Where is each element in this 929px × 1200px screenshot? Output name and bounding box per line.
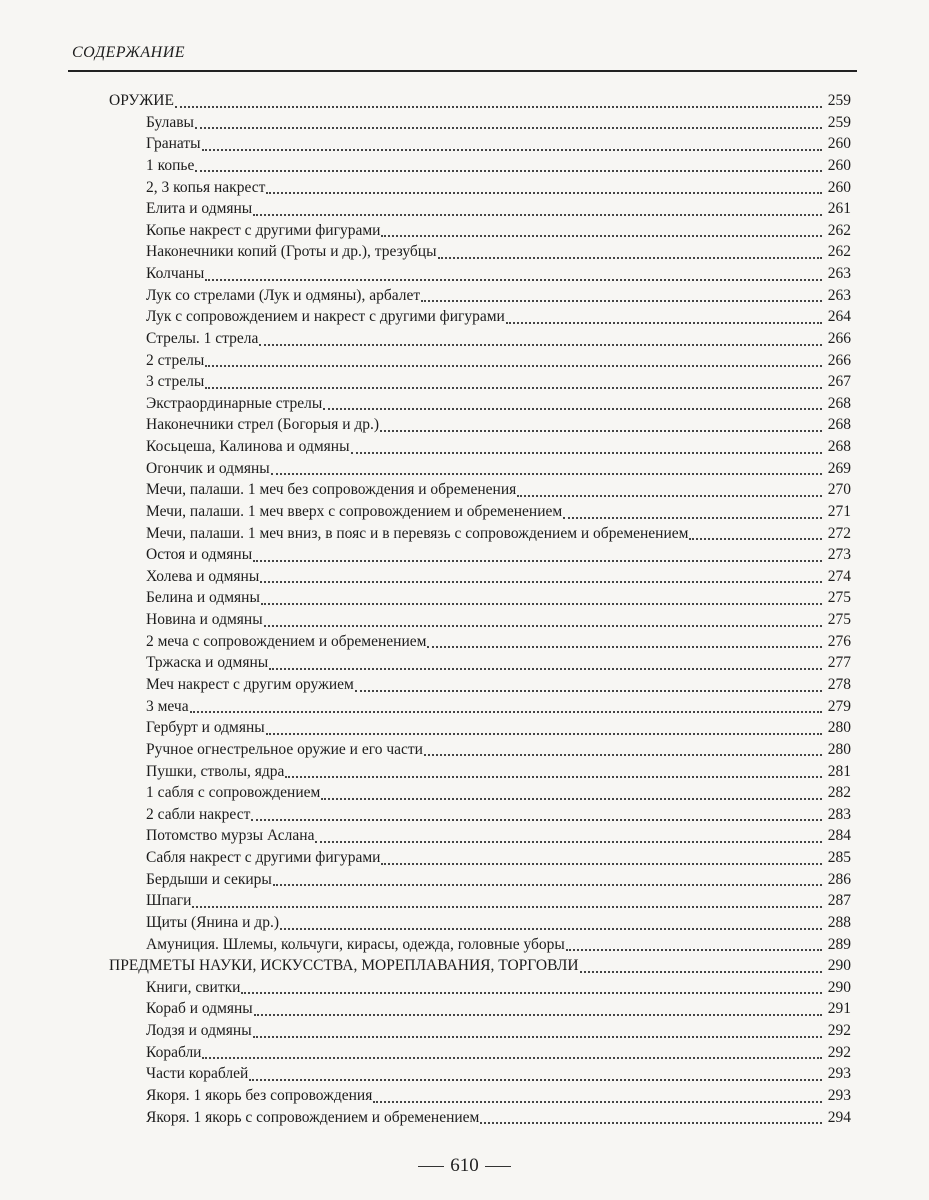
toc-entry-page: 274: [827, 567, 851, 585]
toc-entry-page: 266: [827, 329, 851, 347]
toc-entry-title: 2, 3 копья накрест: [146, 178, 266, 196]
toc-entry-page: 267: [827, 373, 851, 391]
toc-entry-page: 259: [827, 92, 851, 109]
dot-leader: [266, 732, 822, 735]
dot-leader: [315, 840, 822, 843]
toc-entry[interactable]: [146, 242, 851, 264]
dot-leader: [254, 1013, 822, 1016]
dot-leader: [285, 775, 822, 778]
dot-leader: [205, 364, 822, 367]
toc-entry-page: 275: [827, 589, 851, 607]
toc-entry[interactable]: [146, 740, 851, 762]
dot-leader: [271, 472, 822, 475]
toc-entry-title: Щиты (Янина и др.): [146, 913, 279, 931]
toc-entry-title: Лук с сопровождением и накрест с другими фигурами: [146, 308, 505, 326]
dot-leader: [355, 689, 822, 692]
toc-entry-page: 279: [827, 697, 851, 715]
toc-entry-title: ПРЕДМЕТЫ НАУКИ, ИСКУССТВА, МОРЕПЛАВАНИЯ, ТОРГОВЛИ: [109, 957, 579, 975]
running-head-title: СОДЕРЖАНИЕ: [72, 44, 186, 61]
toc-entry[interactable]: [146, 1043, 851, 1065]
toc-entry[interactable]: [146, 935, 851, 957]
toc-entry-title: Косьцеша, Калинова и одмяны: [146, 438, 350, 456]
toc-entry[interactable]: [146, 762, 851, 784]
toc-entry-page: 260: [827, 135, 851, 153]
toc-entry-title: Мечи, палаши. 1 меч без сопровождения и обременения: [146, 481, 517, 499]
toc-entry-title: ОРУЖИЕ: [109, 92, 174, 109]
toc-entry-title: Кораб и одмяны: [146, 1000, 253, 1018]
toc-entry[interactable]: [146, 913, 851, 935]
dot-leader: [321, 797, 822, 800]
toc-entry-page: 282: [827, 784, 851, 802]
dot-leader: [175, 105, 822, 108]
dot-leader: [241, 991, 822, 994]
toc-section-entry[interactable]: [109, 91, 851, 113]
toc-entry-page: 269: [827, 459, 851, 477]
toc-entry[interactable]: [146, 502, 851, 524]
dot-leader: [351, 451, 823, 454]
toc-entry[interactable]: [146, 415, 851, 437]
toc-entry-page: 268: [827, 416, 851, 434]
dot-leader: [260, 580, 822, 583]
dot-leader: [381, 234, 822, 237]
toc-entry[interactable]: [146, 1086, 851, 1108]
dot-leader: [580, 970, 822, 973]
dot-leader: [438, 256, 822, 259]
toc-entry-page: 293: [827, 1086, 851, 1104]
dot-leader: [380, 429, 822, 432]
toc-entry-page: 289: [827, 935, 851, 953]
toc-entry-title: Новина и одмяны: [146, 611, 263, 629]
toc-entry-title: Книги, свитки: [146, 978, 241, 996]
toc-entry-title: Пушки, стволы, ядра: [146, 762, 285, 780]
toc-entry-title: Экстраординарные стрелы: [146, 394, 323, 412]
toc-entry-page: 273: [827, 546, 851, 564]
toc-entry[interactable]: [146, 697, 851, 719]
toc-entry-page: 275: [827, 611, 851, 629]
toc-entry[interactable]: [146, 394, 851, 416]
toc-entry-page: 278: [827, 676, 851, 693]
toc-entry-title: Ручное огнестрельное оружие и его части: [146, 740, 423, 758]
toc-entry-page: 270: [827, 481, 851, 499]
dot-leader: [253, 559, 822, 562]
dot-leader: [427, 645, 822, 648]
dot-leader: [517, 494, 822, 497]
toc-entry-title: Бердыши и секиры: [146, 870, 272, 888]
toc-entry-title: Елита и одмяны: [146, 200, 253, 218]
dot-leader: [689, 537, 822, 540]
toc-entry[interactable]: [146, 610, 851, 632]
toc-entry-page: 266: [827, 351, 851, 369]
toc-entry[interactable]: [146, 286, 851, 308]
toc-entry-title: Огончик и одмяны: [146, 459, 270, 477]
toc-entry-page: 259: [827, 113, 851, 131]
toc-entry-page: 291: [827, 1000, 851, 1018]
toc-entry-page: 261: [827, 200, 851, 218]
toc-entry-title: Холева и одмяны: [146, 567, 260, 585]
toc-entry-page: 286: [827, 870, 851, 888]
toc-entry-title: 2 меча с сопровождением и обременением: [146, 632, 427, 650]
toc-entry-page: 272: [827, 524, 851, 542]
toc-entry[interactable]: [146, 978, 851, 1000]
toc-entry[interactable]: [146, 891, 851, 913]
toc-entry-title: Мечи, палаши. 1 меч вниз, в пояс и в перевязь с сопровождением и обременением: [146, 524, 689, 542]
toc-entry-title: Мечи, палаши. 1 меч вверх с сопровождением и обременением: [146, 502, 563, 520]
footer-dash-left: [418, 1166, 444, 1167]
dot-leader: [373, 1100, 822, 1103]
footer-dash-right: [485, 1166, 511, 1167]
toc-entry-title: 1 сабля с сопровождением: [146, 784, 321, 802]
dot-leader: [563, 516, 822, 519]
toc-entry-title: Белина и одмяны: [146, 589, 260, 607]
toc-entry[interactable]: [146, 134, 851, 156]
dot-leader: [506, 321, 822, 324]
dot-leader: [253, 1035, 822, 1038]
toc-entry-title: 3 меча: [146, 697, 189, 715]
toc-entry-page: 294: [827, 1108, 851, 1126]
toc-entry-title: Якоря. 1 якорь с сопровождением и обременением: [146, 1108, 480, 1126]
dot-leader: [269, 667, 822, 670]
toc-entry-title: Гербурт и одмяны: [146, 719, 265, 737]
dot-leader: [251, 818, 822, 821]
dot-leader: [266, 191, 822, 194]
toc-entry-page: 264: [827, 308, 851, 326]
toc-entry-title: Стрелы. 1 стрела: [146, 329, 259, 347]
toc-entry[interactable]: [146, 870, 851, 892]
dot-leader: [202, 148, 822, 151]
toc-entry[interactable]: [146, 805, 851, 827]
toc-entry-page: 271: [827, 502, 851, 520]
dot-leader: [192, 905, 822, 908]
toc-entry-page: 292: [827, 1043, 851, 1061]
dot-leader: [381, 862, 822, 865]
toc-entry-title: Гранаты: [146, 135, 201, 153]
toc-entry-page: 260: [827, 178, 851, 196]
toc-entry[interactable]: [146, 567, 851, 589]
dot-leader: [195, 169, 822, 172]
toc-entry[interactable]: [146, 372, 851, 394]
dot-leader: [421, 299, 822, 302]
toc-entry-title: Якоря. 1 якорь без сопровождения: [146, 1086, 373, 1104]
dot-leader: [280, 927, 822, 930]
toc-entry-page: 288: [827, 913, 851, 931]
toc-entry[interactable]: [146, 199, 851, 221]
toc-entry-title: Наконечники стрел (Богорыя и др.): [146, 416, 380, 434]
dot-leader: [259, 343, 822, 346]
toc-entry[interactable]: [146, 524, 851, 546]
toc-entry-title: Шпаги: [146, 892, 192, 910]
dot-leader: [480, 1121, 822, 1124]
dot-leader: [205, 386, 822, 389]
toc-entry-page: 263: [827, 286, 851, 304]
toc-entry-page: 277: [827, 654, 851, 672]
dot-leader: [323, 407, 822, 410]
toc-entry-page: 280: [827, 740, 851, 758]
toc-entry-title: Сабля накрест с другими фигурами: [146, 849, 381, 867]
toc-entry[interactable]: [146, 178, 851, 200]
toc-entry-title: Потомство мурзы Аслана: [146, 827, 315, 845]
toc-entry-title: Амуниция. Шлемы, кольчуги, кирасы, одежда, головные уборы: [146, 935, 565, 953]
toc-entry[interactable]: [146, 783, 851, 805]
toc-entry[interactable]: [146, 999, 851, 1021]
toc-entry-title: 2 стрелы: [146, 351, 205, 369]
toc-entry[interactable]: [146, 1064, 851, 1086]
dot-leader: [261, 602, 822, 605]
toc-entry-page: 293: [827, 1065, 851, 1083]
toc-entry-title: Наконечники копий (Гроты и др.), трезубцы: [146, 243, 437, 261]
toc-entry[interactable]: [146, 826, 851, 848]
toc-entry-page: 280: [827, 719, 851, 737]
toc-entry[interactable]: [146, 221, 851, 243]
toc-entry[interactable]: [146, 632, 851, 654]
dot-leader: [202, 1056, 822, 1059]
toc-entry-page: 281: [827, 762, 851, 780]
toc-entry[interactable]: [146, 653, 851, 675]
dot-leader: [195, 126, 822, 129]
toc-entry[interactable]: [146, 1021, 851, 1043]
toc-entry[interactable]: [146, 675, 851, 697]
toc-entry-page: 262: [827, 243, 851, 261]
toc-entry-page: 268: [827, 438, 851, 456]
dot-leader: [190, 710, 822, 713]
toc-entry-title: 1 копье: [146, 156, 195, 174]
toc-entry-title: Лук со стрелами (Лук и одмяны), арбалет: [146, 286, 421, 304]
toc-entry[interactable]: [146, 545, 851, 567]
page-footer: [0, 1155, 929, 1177]
header-rule: [68, 70, 857, 72]
toc-entry[interactable]: [146, 437, 851, 459]
dot-leader: [424, 753, 822, 756]
toc-entry-page: 290: [827, 957, 851, 975]
toc-entry[interactable]: [146, 329, 851, 351]
toc-entry-title: Лодзя и одмяны: [146, 1022, 252, 1040]
toc-entry[interactable]: [146, 351, 851, 373]
toc-entry-page: 285: [827, 849, 851, 867]
toc-entry[interactable]: [146, 307, 851, 329]
toc-entry-page: 284: [827, 827, 851, 845]
toc-entry-page: 268: [827, 394, 851, 412]
toc-entry-title: Корабли: [146, 1043, 202, 1061]
dot-leader: [205, 278, 822, 281]
toc-entry[interactable]: [146, 264, 851, 286]
toc-entry-title: Меч накрест с другим оружием: [146, 676, 354, 693]
toc-entry-title: Копье накрест с другими фигурами: [146, 221, 381, 239]
toc-entry-title: Остоя и одмяны: [146, 546, 253, 564]
page-number: 610: [450, 1155, 479, 1176]
toc-entry-title: Булавы: [146, 113, 194, 131]
toc-entry-title: Тржаска и одмяны: [146, 654, 269, 672]
toc-entry[interactable]: [146, 718, 851, 740]
dot-leader: [253, 213, 822, 216]
dot-leader: [249, 1078, 822, 1081]
dot-leader: [273, 883, 822, 886]
toc-entry-page: 260: [827, 156, 851, 174]
toc-entry-page: 283: [827, 805, 851, 823]
toc-entry[interactable]: [146, 588, 851, 610]
toc-section-entry[interactable]: [109, 956, 851, 978]
toc-entry-page: 263: [827, 265, 851, 283]
toc-entry[interactable]: [146, 156, 851, 178]
toc-entry-page: 290: [827, 978, 851, 996]
toc-entry-title: 2 сабли накрест: [146, 805, 251, 823]
toc-entry[interactable]: [146, 1108, 851, 1130]
toc-entry-page: 292: [827, 1022, 851, 1040]
toc-entry[interactable]: [146, 848, 851, 870]
toc-entry[interactable]: [146, 459, 851, 481]
toc-entry-title: Части кораблей: [146, 1065, 249, 1083]
dot-leader: [264, 624, 822, 627]
toc-entry-page: 262: [827, 221, 851, 239]
toc-entry-page: 276: [827, 632, 851, 650]
toc-entry[interactable]: [146, 113, 851, 135]
toc-entry-title: 3 стрелы: [146, 373, 205, 391]
toc-entry-title: Колчаны: [146, 265, 205, 283]
toc-entry-page: 287: [827, 892, 851, 910]
toc-entry[interactable]: [146, 480, 851, 502]
dot-leader: [566, 948, 822, 951]
